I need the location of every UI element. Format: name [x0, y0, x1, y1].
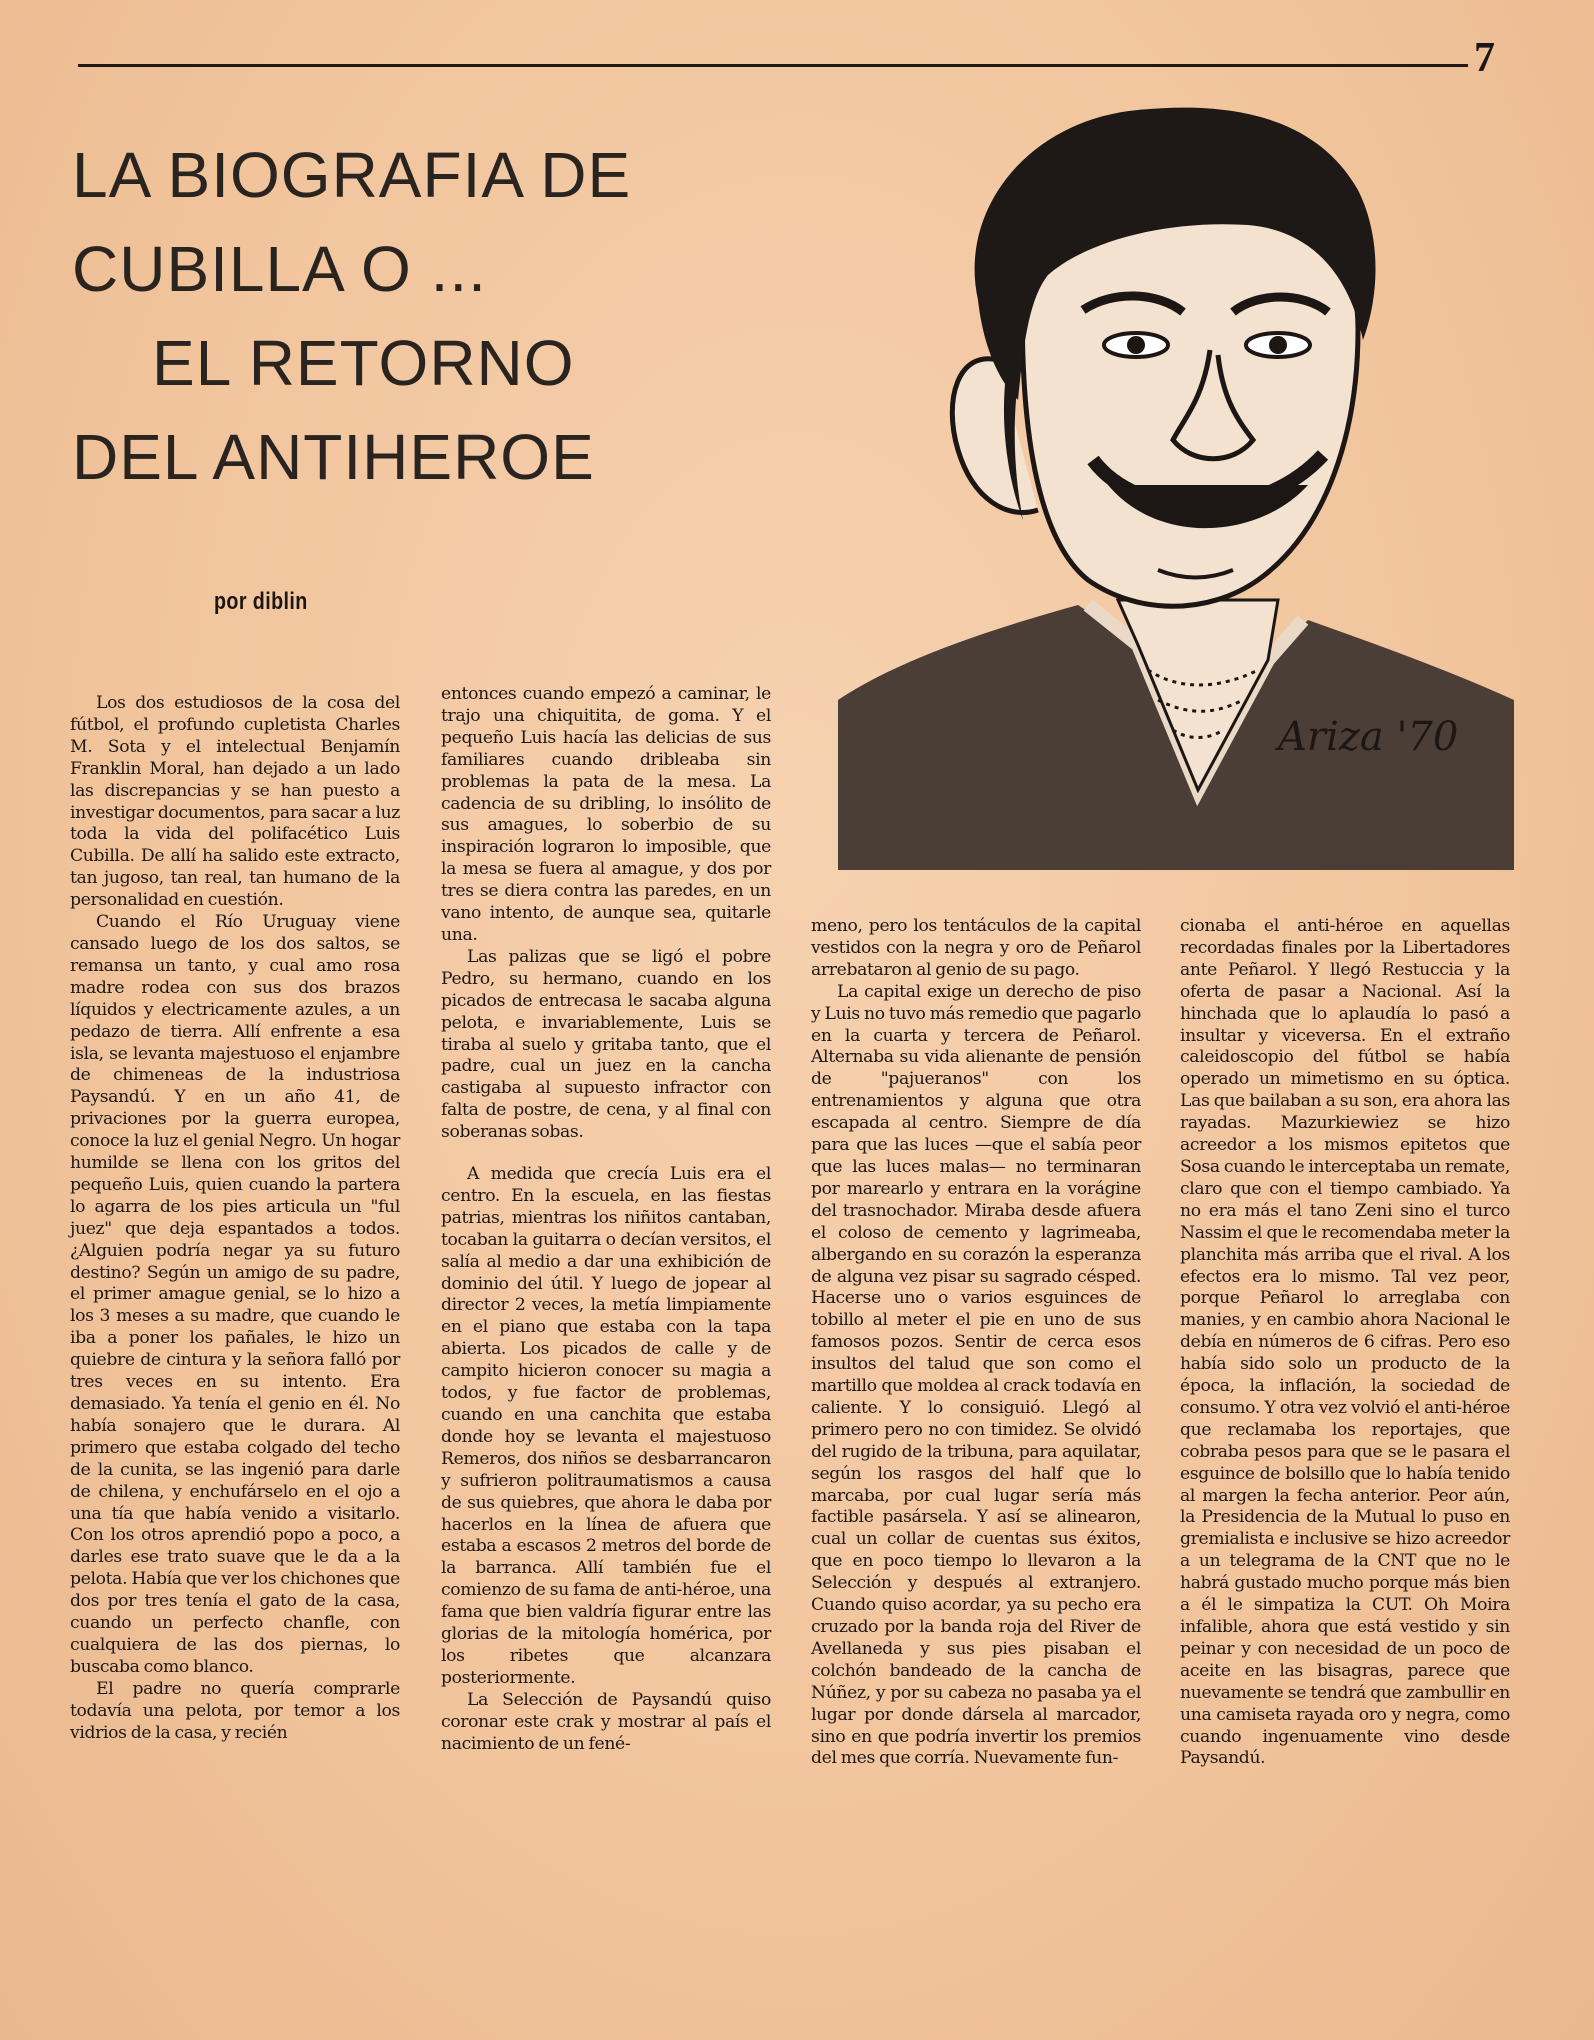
paragraph: meno, pero los tentáculos de la capital vestidos con la negra y oro de Peñarol arrebataron al genio de su pago.: [811, 916, 1141, 980]
paragraph: Los dos estudiosos de la cosa del fútbol, el profundo cupletista Charles M. Sota y el intelectual Benjamín Franklin Moral, han dejado a un lado las discrepancias y se han puesto a investigar documentos, para sacar a luz toda la vida del polifacético Luis Cubilla. De allí ha salido este extracto, tan jugoso, tan real, tan humano de la personalidad en cuestión.: [70, 693, 400, 911]
byline: por diblin: [214, 588, 308, 615]
paragraph: La capital exige un derecho de piso y Luis no tuvo más remedio que pagarlo en la cuarta y tercera de Peñarol. Alternaba su vida alienante de pensión de "pajueranos" con los entrenamientos y alguna que otra escapada al centro. Siempre de día para que las luces —que el sabía peor que las luces malas— no terminaran por marearlo y entrara en la vorágine del trasnochador. Miraba desde afuera el coloso de cemento y lagrimeaba, albergando en su corazón la esperanza de alguna vez pisar su sagrado césped. Hacerse uno o varios esguinces de tobillo al meter el pie en uno de sus famosos pozos. Sentir de cerca esos insultos del talud que son como el martillo que moldea al crack todavía en caliente. Y lo consiguió. Llegó al primero pero no con timidez. Se olvidó del rugido de la tribuna, para aquilatar, según los rasgos del half que lo marcaba, por cual lugar sería más factible pasársela. Y así se alinearon, cual un collar de cuentas sus éxitos, que en poco tiempo lo llevaron a la Selección y después al extranjero. Cuando quiso acordar, ya su pecho era cruzado por la banda roja del River de Avellaneda y sus pies pisaban el colchón bandeado de la cancha de Núñez, y por su cabeza no pasaba ya el lugar por donde dársela al marcador, sino en que podría invertir los premios del mes que corría. Nuevamente fun-: [811, 981, 1141, 1769]
headline-line-4: DEL ANTIHEROE: [72, 421, 595, 493]
article-column-4: [1180, 916, 1510, 1770]
page-number: 7: [1474, 35, 1495, 81]
paragraph: A medida que crecía Luis era el centro. En la escuela, en las fiestas patrias, mientras los niñitos cantaban, tocaban la guitarra o decían versitos, el salía al medio a dar una exhibición de dominio del útil. Y luego de jopear al director 2 veces, la metía limpiamente en el piano que estaba con la tapa abierta. Los picados de calle y de campito hicieron conocer su magia a todos, y fue factor de problemas, cuando en una canchita que estaba donde hoy se levanta el majestuoso Remeros, dos niños se desbarrancaron y sufrieron politraumatismos a causa de sus quiebres, que ahora le daba por hacerlos en la línea de afuera que estaba a escasos 2 metros del borde de la barranca. Allí también fue el comienzo de su fama de anti-héroe, una fama que bien valdría figurar entre las glorias de la mitología homérica, por los ribetes que alcanzara posteriormente.: [441, 1164, 771, 1688]
paragraph: El padre no quería comprarle todavía una pelota, por temor a los vidrios de la casa, y recién: [70, 1678, 400, 1743]
paragraph: Las palizas que se ligó el pobre Pedro, su hermano, cuando en los picados de entrecasa le sacaba alguna pelota, e invariablemente, Luis se tiraba al suelo y gritaba tanto, que el padre, cual un juez en la cancha castigaba al supuesto infractor con falta de postre, de cena, y al final con soberanas sobas.: [441, 946, 771, 1143]
paragraph: La Selección de Paysandú quiso coronar este crak y mostrar al país el nacimiento de un fené-: [441, 1689, 771, 1754]
paragraph: entonces cuando empezó a caminar, le trajo una chiquitita, de goma. Y el pequeño Luis hacía las delicias de sus familiares cuando dribleaba sin problemas la pata de la mesa. La cadencia de su dribling, lo insólito de sus amagues, lo soberbio de su inspiración lograron lo imposible, que la mesa se fuera al amague, y dos por tres se diera contra las paredes, en un vano intento, de aunque sea, quitarle una.: [441, 684, 771, 945]
headline-line-2: CUBILLA O ...: [72, 233, 487, 305]
headline: [72, 128, 792, 504]
top-rule: [78, 64, 1468, 67]
headline-line-3: EL RETORNO: [152, 327, 575, 399]
article-column-1: [70, 693, 400, 1745]
article-column-2: [441, 684, 771, 1756]
headline-line-1: LA BIOGRAFIA DE: [72, 139, 632, 211]
artist-signature: Ariza '70: [1278, 714, 1459, 760]
caricature-portrait: [838, 100, 1514, 880]
paragraph: cionaba el anti-héroe en aquellas recordadas finales por la Libertadores ante Peñarol. Y llegó Restuccia y la oferta de pasar a Nacional. Así la hinchada que lo aplaudía lo pasó a insultar y viceversa. En el extraño caleidoscopio del fútbol se había operado un mimetismo en su óptica. Las que bailaban a su son, era ahora las rayadas. Mazurkiewiez se hizo acreedor a los mismos epitetos que Sosa cuando le interceptaba un remate, claro que con el tiempo cambiado. Ya no era más el tano Zeni sino el turco Nassim el que le recomendaba meter la planchita más arriba que el rival. A los efectos era lo mismo. Tal vez peor, porque Peñarol lo arreglaba con manies, y en cambio ahora Nacional le debía en números de 6 cifras. Pero eso había sido solo un producto de la época, la inflación, la sociedad de consumo. Y otra vez volvió el anti-héroe que reclamaba los reportajes, que cobraba pesos para que se le pasara el esguince de bolsillo que lo había tenido al margen la fecha anterior. Peor aún, la Presidencia de la Mutual lo puso en gremialista e inclusive se hizo acreedor a un telegrama de la CNT que no le habrá gustado mucho porque más bien a él le simpatiza la CUT. Oh Moira infalible, ahora que está vestido y sin peinar y con necesidad de un poco de aceite en las bisagras, parece que nuevamente se tendrá que zambullir en una camiseta rayada oro y negra, como cuando ingenuamente vino desde Paysandú.: [1180, 916, 1510, 1769]
article-column-3: [811, 916, 1141, 1770]
paragraph: Cuando el Río Uruguay viene cansado luego de los dos saltos, se remansa un tanto, y cual amo rosa madre rodea con sus dos brazos líquidos y electricamente azules, a un pedazo de tierra. Allí enfrente a esa isla, se levanta majestuoso el enjambre de chimeneas de la industriosa Paysandú. Y en un año 41, de privaciones por la guerra europea, conoce la luz el genial Negro. Un hogar humilde se llena con los gritos del pequeño Luis, quien cuando la partera lo agarra de los pies articula un "ful juez" que deja espantados a todos. ¿Alguien podría negar ya su futuro destino? Según un amigo de su padre, el primer amague genial, se lo hizo a los 3 meses a su madre, que cuando le iba a poner los pañales, le hizo un quiebre de cintura y la señora falló por tres veces en su intento. Era demasiado. Ya tenía el genio en él. No había sonajero que le durara. Al primero que estaba colgado del techo de la cunita, se las ingenió para darle de chilena, y enchufárselo en el ojo a una tía que había venido a visitarlo. Con los otros aprendió popo a poco, a darles ese trato suave que le da a la pelota. Había que ver los chichones que dos por tres tenía el gato de la casa, cuando un perfecto chanfle, con cualquiera de las dos piernas, lo buscaba como blanco.: [70, 912, 400, 1677]
